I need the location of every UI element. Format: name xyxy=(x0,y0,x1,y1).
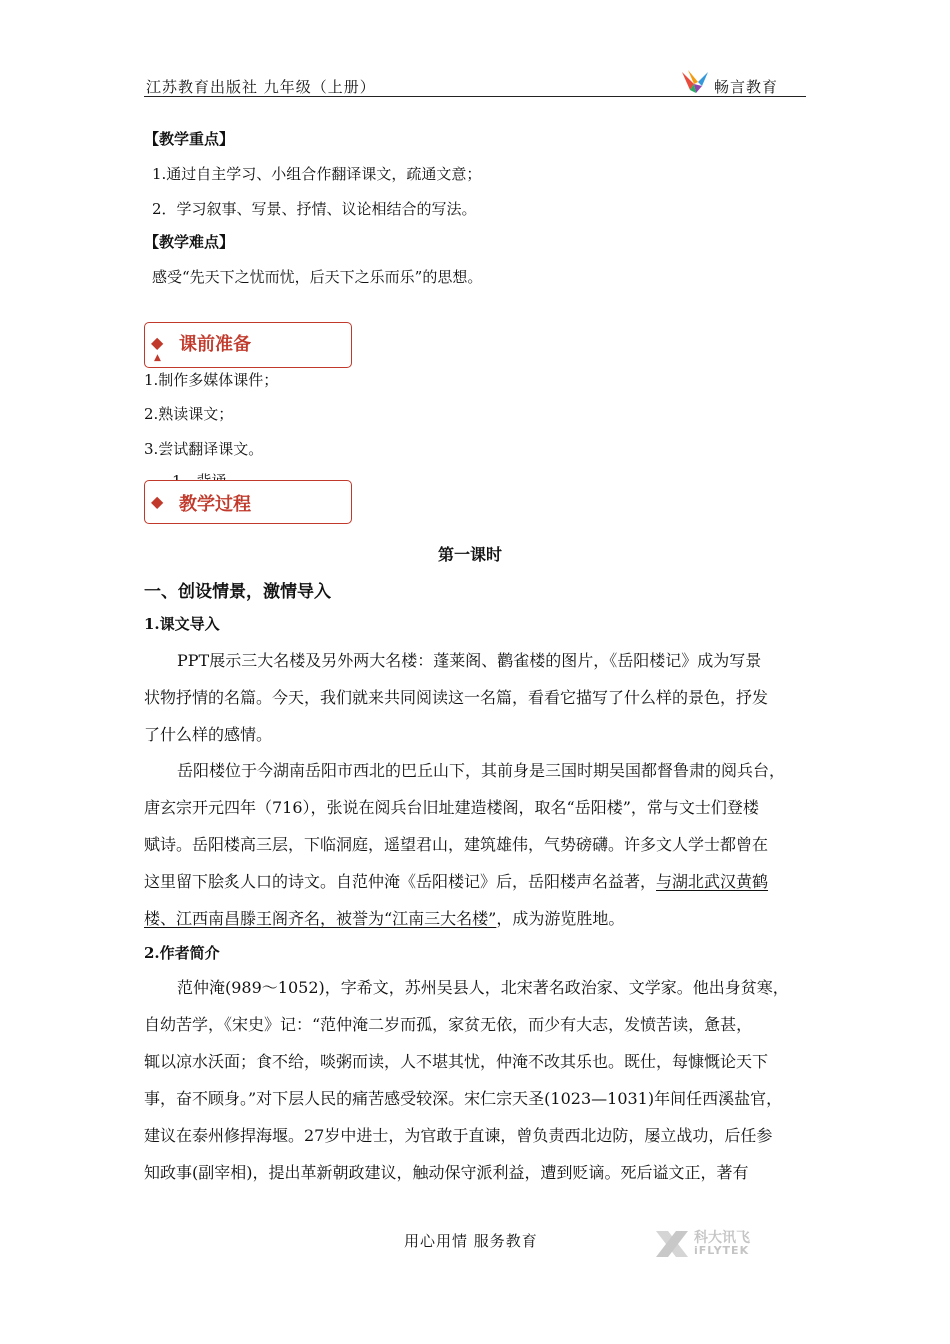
text-segment: ，成为游览胜地。 xyxy=(496,909,625,928)
paragraph-line: 事，奋不顾身。”对下层人民的痛苦感受较深。宋仁宗天圣(1023—1031)年间任西溪盐官， xyxy=(144,1089,783,1108)
paragraph-line xyxy=(144,906,624,929)
preparation-title: 课前准备 xyxy=(179,334,251,355)
iflytek-x-icon xyxy=(654,1229,690,1259)
paragraph-line: 岳阳楼位于今湖南岳阳市西北的巴丘山下，其前身是三国时期吴国都督鲁肃的阅兵台， xyxy=(177,761,786,780)
preparation-item: 2.熟读课文； xyxy=(144,405,234,423)
paragraph-line: 辄以凉水沃面；食不给，啖粥而读，人不堪其忧，仲淹不改其乐也。既仕，每慷慨论天下 xyxy=(144,1052,769,1071)
subsection-heading: 1.课文导入 xyxy=(144,615,220,633)
key-point-item: 1.通过自主学习、小组合作翻译课文，疏通文意； xyxy=(152,165,482,183)
colorful-bird-logo-icon xyxy=(680,68,710,94)
header-divider xyxy=(144,96,806,97)
underlined-text: 楼、江西南昌滕王阁齐名，被誉为“江南三大名楼” xyxy=(144,909,497,928)
diamond-bullet-icon: ◆ xyxy=(151,492,164,511)
process-title: 教学过程 xyxy=(179,494,251,515)
key-points-heading: 【教学重点】 xyxy=(144,130,235,148)
diamond-bullet-icon: ◆ xyxy=(151,333,164,352)
preparation-item: 1.制作多媒体课件； xyxy=(144,371,279,389)
iflytek-cn-text: 科大讯飞 xyxy=(694,1230,750,1246)
paragraph-line: 范仲淹(989～1052)，字希文，苏州吴县人，北宋著名政治家、文学家。他出身贫寒， xyxy=(177,978,789,997)
subsection-heading: 2.作者简介 xyxy=(144,944,220,962)
footer-slogan: 用心用情 服务教育 xyxy=(404,1232,538,1250)
paragraph-line: 自幼苦学，《宋史》记：“范仲淹二岁而孤，家贫无依，而少有大志，发愤苦读，惫甚， xyxy=(144,1015,753,1034)
paragraph-line: 了什么样的感情。 xyxy=(144,725,273,744)
key-point-item: 2．学习叙事、写景、抒情、议论相结合的写法。 xyxy=(152,200,477,218)
paragraph-line: 建议在泰州修捍海堰。27岁中进士，为官敢于直谏，曾负责西北边防，屡立战功，后任参 xyxy=(144,1126,773,1145)
paragraph-line xyxy=(144,869,768,892)
paragraph-line: 状物抒情的名篇。今天，我们就来共同阅读这一名篇，看看它描写了什么样的景色，抒发 xyxy=(144,688,769,707)
preparation-section-box xyxy=(144,322,352,368)
brand-name: 畅言教育 xyxy=(714,78,779,96)
small-triangle-icon: ▲ xyxy=(154,353,161,363)
underlined-text: 与湖北武汉黄鹤 xyxy=(656,872,769,891)
paragraph-line: 赋诗。岳阳楼高三层，下临洞庭，遥望君山，建筑雄伟，气势磅礴。许多文人学士都曾在 xyxy=(144,835,769,854)
paragraph-line: 唐玄宗开元四年（716），张说在阅兵台旧址建造楼阁，取名“岳阳楼”，常与文士们登楼 xyxy=(144,798,759,817)
paragraph-line: PPT展示三大名楼及另外两大名楼：蓬莱阁、鹳雀楼的图片，《岳阳楼记》成为写景 xyxy=(177,651,762,670)
paragraph-line: 知政事(副宰相)，提出革新朝政建议，触动保守派利益，遭到贬谪。死后谥文正，著有 xyxy=(144,1163,749,1182)
difficulties-text: 感受“先天下之忧而忧，后天下之乐而乐”的思想。 xyxy=(152,268,483,286)
publisher-header: 江苏教育出版社 九年级（上册） xyxy=(146,78,376,96)
text-segment: 这里留下脍炙人口的诗文。自范仲淹《岳阳楼记》后，岳阳楼声名益著， xyxy=(144,872,657,891)
section-heading: 一、创设情景，激情导入 xyxy=(144,582,331,602)
process-section-box xyxy=(144,480,352,524)
difficulties-heading: 【教学难点】 xyxy=(144,233,235,251)
iflytek-en-text: iFLYTEK xyxy=(694,1244,750,1257)
preparation-item: 3.尝试翻译课文。 xyxy=(144,440,264,458)
lesson-title: 第一课时 xyxy=(438,545,503,564)
iflytek-logo xyxy=(654,1225,774,1261)
